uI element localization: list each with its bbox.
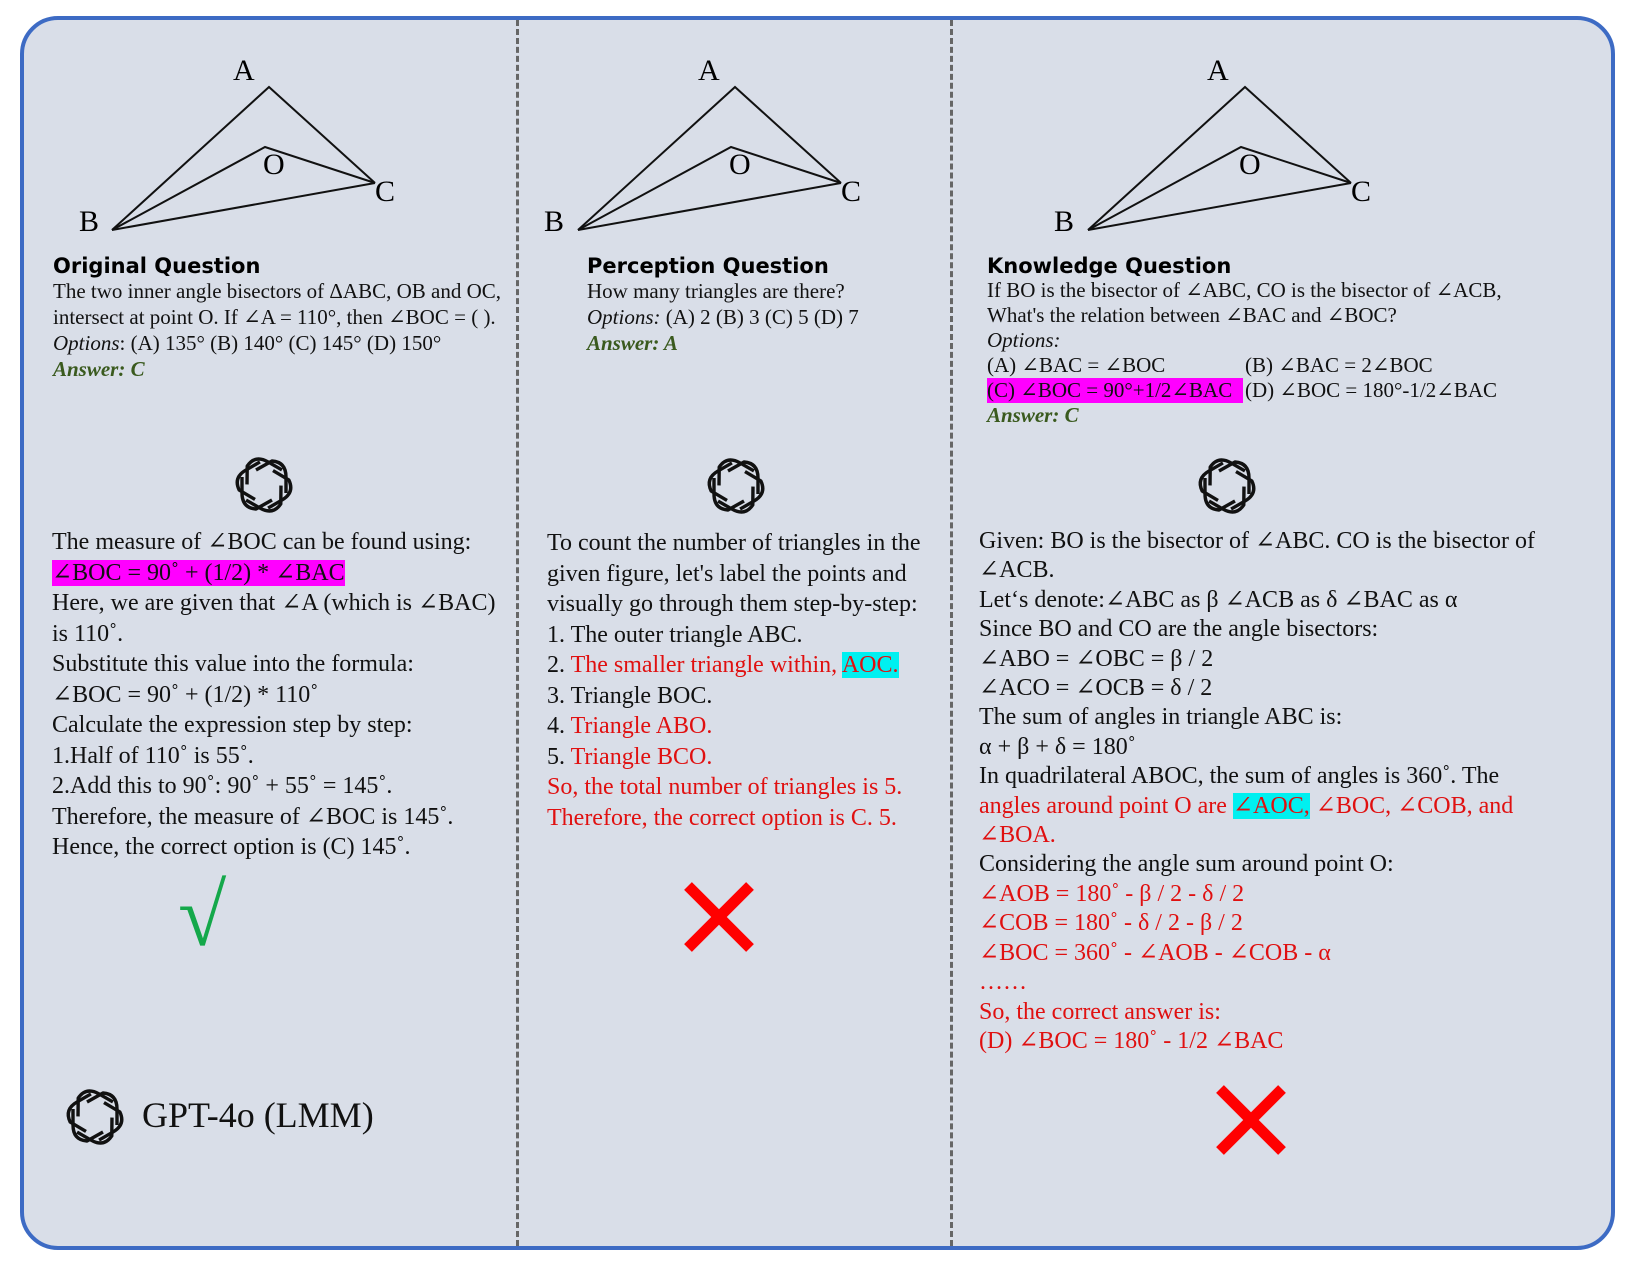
option-d: (D) ∠BOC = 180°-1/2∠BAC: [1245, 378, 1498, 402]
vertex-label-b: B: [79, 205, 100, 238]
response-line: Substitute this value into the formula:: [52, 651, 414, 677]
highlight-aoc: ∠AOC,: [1232, 792, 1310, 819]
response-line: visually go through them step-by-step:: [547, 591, 918, 617]
question-title: Knowledge Question: [987, 254, 1232, 278]
response-line: Therefore, the measure of ∠BOC is 145˚.: [52, 803, 454, 830]
options-label: Options:: [987, 328, 1061, 352]
panel-divider-right: [950, 20, 953, 1246]
answer-label: Answer: C: [987, 403, 1079, 427]
openai-logo-icon: [705, 455, 767, 517]
question-title: Original Question: [53, 254, 261, 278]
question-block-perception: [587, 254, 859, 356]
vertex-label-c: C: [1351, 175, 1372, 208]
response-line: ∠AOB = 180˚ - β / 2 - δ / 2: [979, 880, 1245, 907]
response-line: 2. The smaller triangle within, AOC.: [547, 652, 899, 678]
response-line: given figure, let's label the points and: [547, 560, 907, 587]
question-block-original: [53, 254, 501, 382]
vertex-label-c: C: [841, 175, 862, 208]
question-text: intersect at point O. If ∠A = 110°, then ∠BOC = ( ).: [53, 305, 496, 329]
response-original: [52, 527, 495, 863]
response-line: Calculate the expression step by step:: [52, 712, 413, 738]
cross-mark-icon: [684, 882, 754, 952]
response-line: The measure of ∠BOC can be found using:: [52, 529, 472, 555]
response-line: 4. Triangle ABO.: [547, 713, 713, 739]
response-line: 3. Triangle BOC.: [547, 682, 713, 709]
question-title: Perception Question: [587, 254, 829, 278]
option-c: (C) ∠BOC = 90°+1/2∠BAC: [987, 378, 1243, 403]
openai-logo-icon: [233, 454, 295, 516]
triangle-figure-original: [75, 50, 415, 240]
question-text: The two inner angle bisectors of ΔABC, OB and OC,: [53, 279, 502, 303]
question-block-knowledge: [987, 254, 1502, 428]
response-line: angles around point O are ∠AOC, ∠BOC, ∠COB, and: [979, 792, 1514, 819]
vertex-label-b: B: [544, 205, 565, 238]
vertex-label-o: O: [729, 148, 751, 181]
options-row: [987, 353, 1502, 378]
response-line: Let‘s denote:∠ABC as β ∠ACB as δ ∠BAC as α: [979, 586, 1458, 613]
check-mark-icon: √: [178, 868, 227, 965]
highlight-aoc: AOC.: [841, 652, 899, 678]
response-line: ∠ACB.: [979, 557, 1055, 584]
response-line: The sum of angles in triangle ABC is:: [979, 704, 1343, 731]
question-text: If BO is the bisector of ∠ABC, CO is the bisector of ∠ACB,: [987, 278, 1502, 302]
response-line: is 110˚.: [52, 620, 124, 647]
openai-logo-icon: [1196, 455, 1258, 517]
response-line: Since BO and CO are the angle bisectors:: [979, 616, 1379, 643]
options-line: Options: (A) 135° (B) 140° (C) 145° (D) 150°: [53, 331, 442, 355]
vertex-label-o: O: [1239, 148, 1261, 181]
vertex-label-o: O: [263, 148, 285, 181]
response-line: 5. Triangle BCO.: [547, 743, 713, 770]
response-line: (D) ∠BOC = 180˚ - 1/2 ∠BAC: [979, 1027, 1284, 1054]
options-line: Options: (A) 2 (B) 3 (C) 5 (D) 7: [587, 305, 859, 329]
response-line: ∠BOC = 90˚ + (1/2) * 110˚: [52, 681, 319, 708]
vertex-label-a: A: [1207, 54, 1229, 87]
response-line: To count the number of triangles in the: [547, 530, 921, 556]
option-b: (B) ∠BAC = 2∠BOC: [1245, 353, 1433, 377]
response-line: Hence, the correct option is (C) 145˚.: [52, 834, 411, 860]
response-line: 2.Add this to 90˚: 90˚ + 55˚ = 145˚.: [52, 773, 393, 799]
highlight-formula: ∠BOC = 90˚ + (1/2) * ∠BAC: [52, 559, 345, 586]
response-line: In quadrilateral ABOC, the sum of angles is 360˚. The: [979, 763, 1500, 790]
response-perception: [547, 528, 921, 833]
response-line: 1. The outer triangle ABC.: [547, 621, 803, 648]
response-line: Considering the angle sum around point O:: [979, 851, 1394, 878]
options-row: [987, 378, 1502, 403]
response-line: ∠BOC = 360˚ - ∠AOB - ∠COB - α: [979, 939, 1331, 966]
response-line: Given: BO is the bisector of ∠ABC. CO is the bisector of: [979, 528, 1536, 554]
response-line: So, the total number of triangles is 5.: [547, 774, 903, 800]
response-line: Here, we are given that ∠A (which is ∠BAC): [52, 590, 496, 616]
response-knowledge: [979, 527, 1535, 1056]
cross-mark-icon: [1216, 1085, 1286, 1155]
vertex-label-c: C: [375, 175, 396, 208]
response-line: Therefore, the correct option is C. 5.: [547, 804, 897, 831]
openai-logo-icon: [64, 1086, 126, 1148]
response-line: α + β + δ = 180˚: [979, 733, 1136, 760]
response-line: ∠COB = 180˚ - δ / 2 - β / 2: [979, 910, 1243, 937]
vertex-label-a: A: [233, 54, 255, 87]
response-line: [52, 558, 495, 589]
vertex-label-b: B: [1054, 205, 1075, 238]
response-line: ……: [979, 969, 1027, 996]
model-label: GPT-4o (LMM): [142, 1095, 374, 1135]
response-line: ∠ABO = ∠OBC = β / 2: [979, 645, 1214, 672]
response-line: ∠ACO = ∠OCB = δ / 2: [979, 675, 1213, 702]
response-line: So, the correct answer is:: [979, 998, 1221, 1025]
answer-label: Answer: C: [53, 357, 145, 381]
question-text: What's the relation between ∠BAC and ∠BOC?: [987, 303, 1397, 327]
response-line: 1.Half of 110˚ is 55˚.: [52, 742, 254, 769]
triangle-figure-knowledge: [1051, 50, 1391, 240]
option-a: (A) ∠BAC = ∠BOC: [987, 353, 1166, 377]
triangle-figure-perception: [541, 50, 881, 240]
vertex-label-a: A: [698, 54, 720, 87]
answer-label: Answer: A: [587, 331, 678, 355]
panel-divider-left: [516, 20, 519, 1246]
response-line: ∠BOA.: [979, 822, 1056, 849]
question-text: How many triangles are there?: [587, 279, 845, 303]
